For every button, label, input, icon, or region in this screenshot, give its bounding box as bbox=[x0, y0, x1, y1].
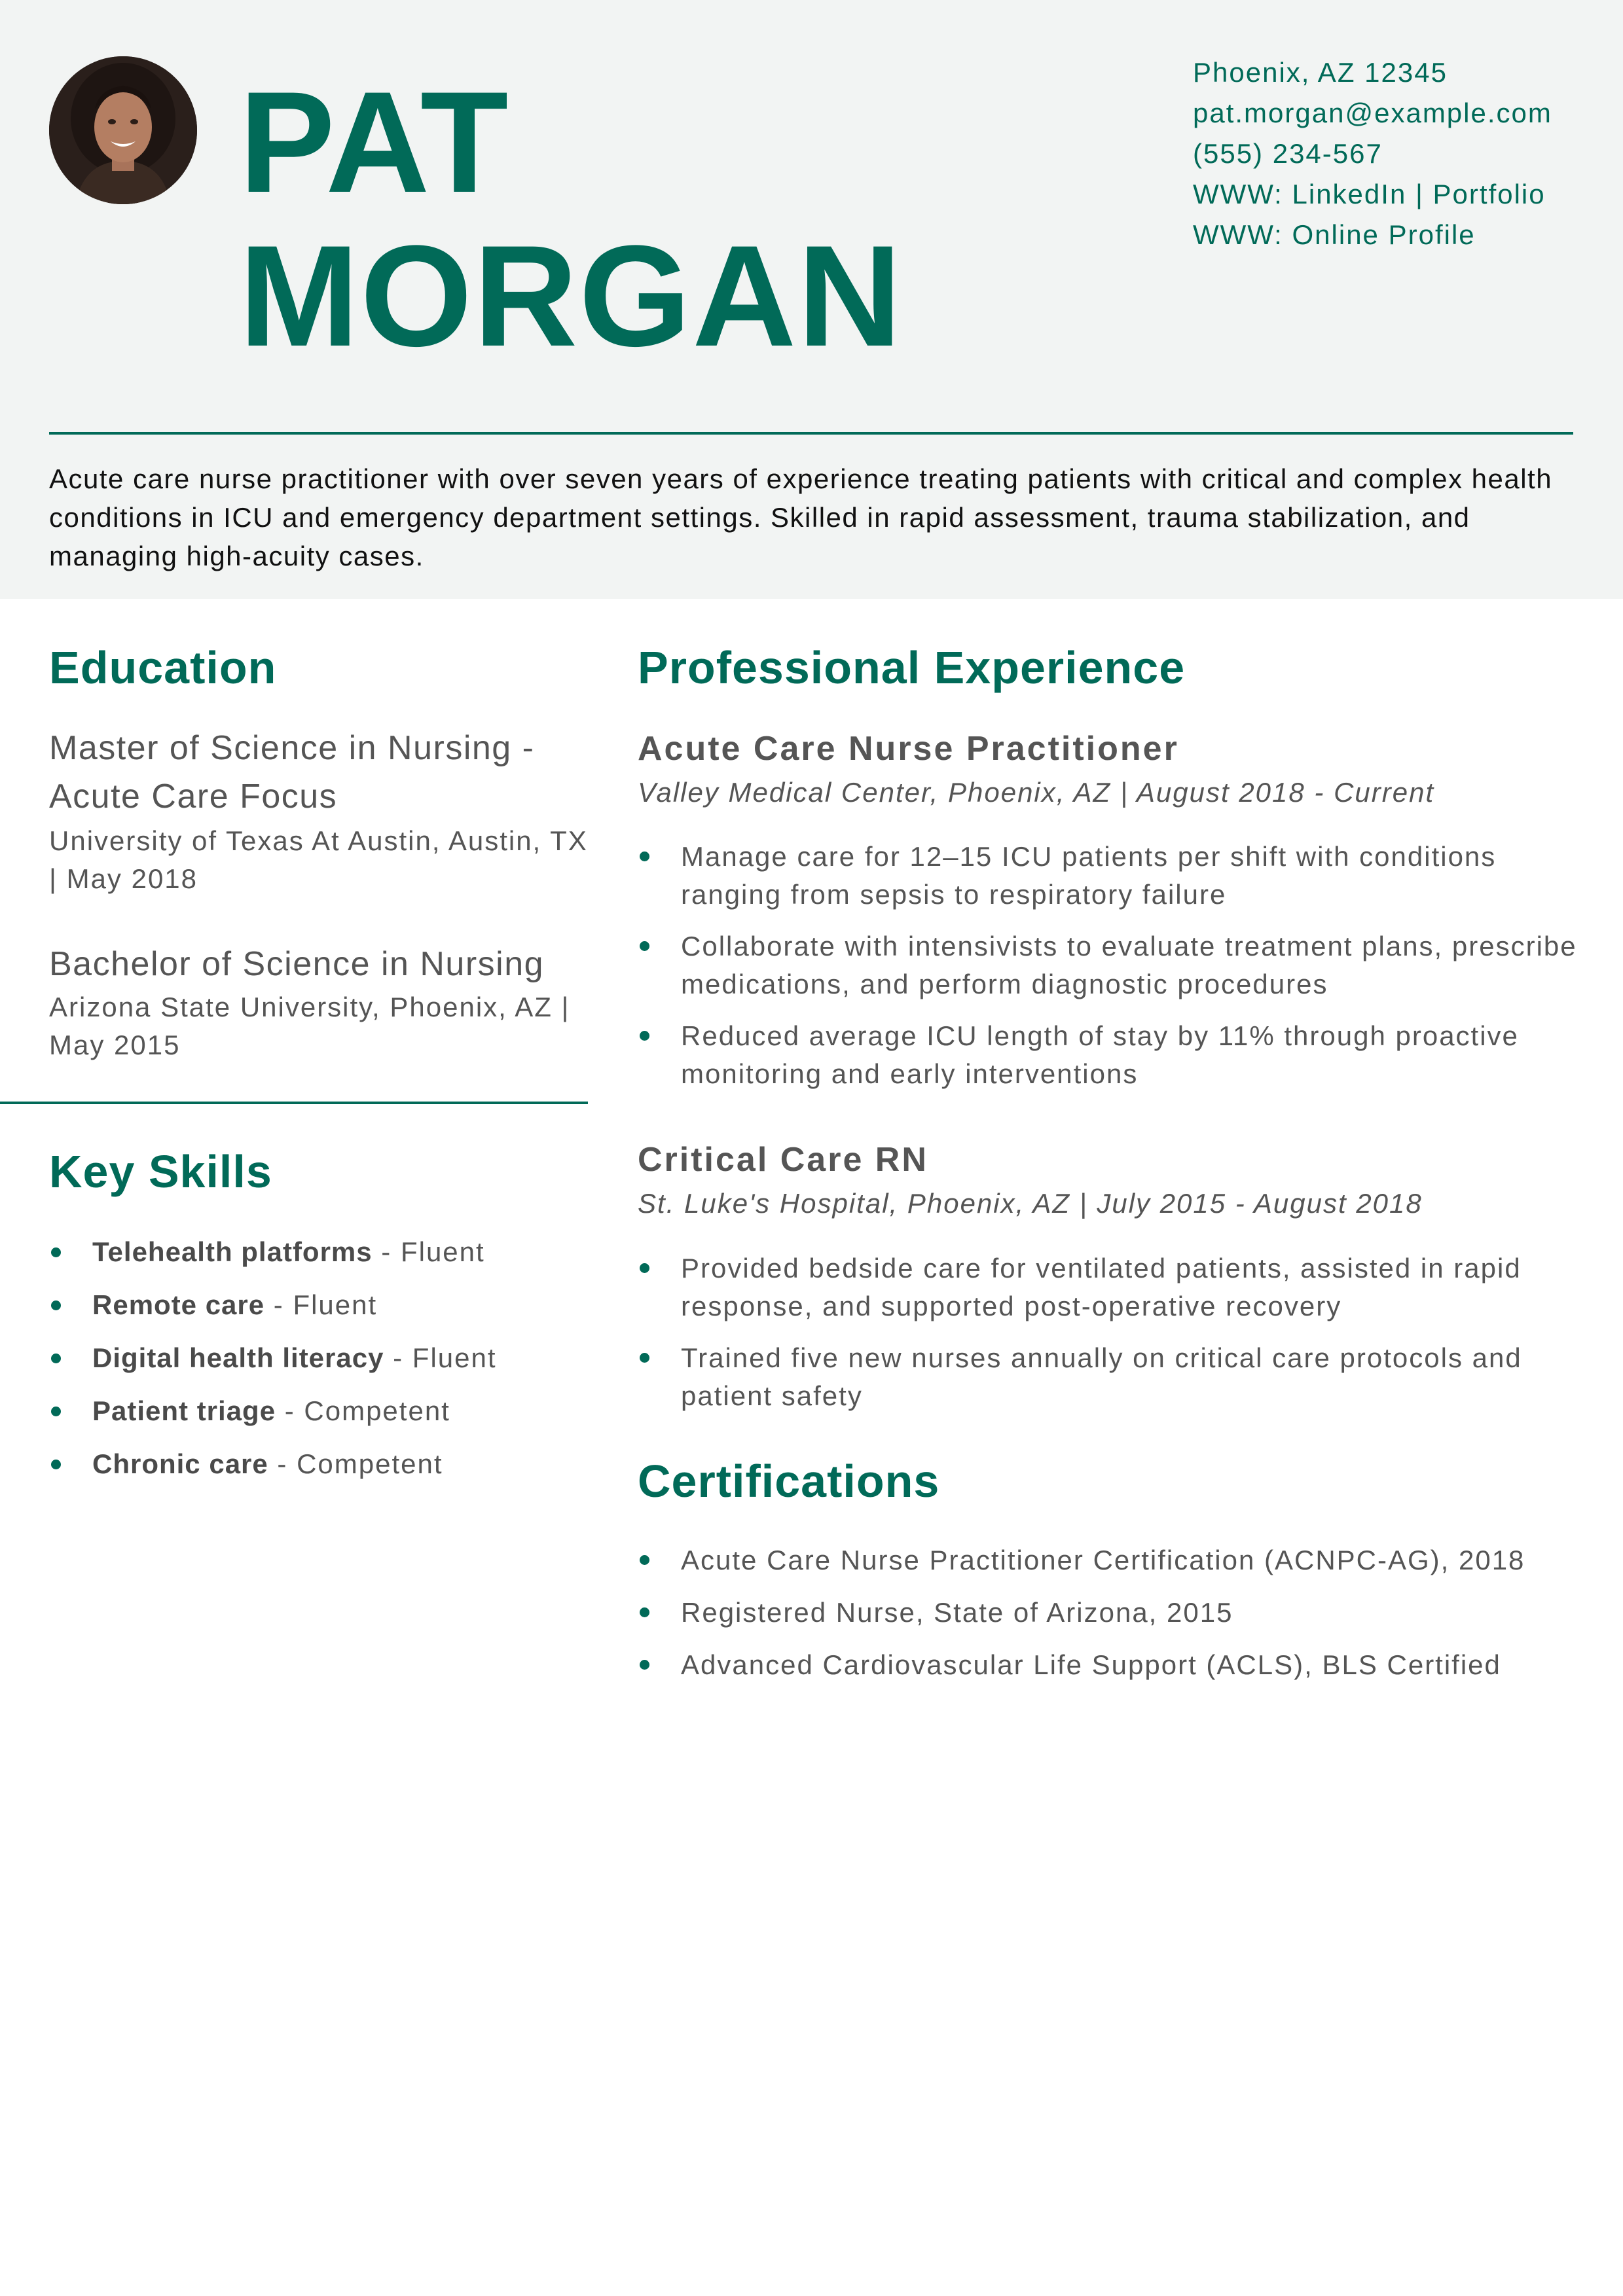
skill-name: Remote care bbox=[92, 1289, 265, 1320]
contact-links[interactable]: WWW: LinkedIn | Portfolio bbox=[1193, 179, 1546, 209]
job-employer-dates: Valley Medical Center, Phoenix, AZ | August 2018 - Current bbox=[638, 777, 1435, 808]
list-item: Provided bedside care for ventilated patients, assisted in rapid response, and supported post-operative recovery bbox=[681, 1249, 1584, 1325]
list-item: Registered Nurse, State of Arizona, 2015 bbox=[681, 1587, 1584, 1639]
education-school: University of Texas At Austin, Austin, TX | May 2018 bbox=[49, 825, 588, 894]
list-item: Reduced average ICU length of stay by 11% through proactive monitoring and early interventions bbox=[681, 1017, 1584, 1093]
list-item: Acute Care Nurse Practitioner Certification (ACNPC-AG), 2018 bbox=[681, 1534, 1584, 1587]
last-name: MORGAN bbox=[239, 215, 903, 376]
experience-heading: Professional Experience bbox=[638, 642, 1186, 693]
skills-list bbox=[92, 1225, 590, 1490]
certifications-list bbox=[681, 1534, 1584, 1691]
candidate-name bbox=[239, 62, 903, 376]
education-degree: Master of Science in Nursing - Acute Care Focus bbox=[49, 729, 535, 816]
skill-level: - Fluent bbox=[372, 1236, 485, 1267]
list-item bbox=[92, 1278, 590, 1331]
education-school: Arizona State University, Phoenix, AZ | May 2015 bbox=[49, 992, 570, 1060]
education-heading: Education bbox=[49, 642, 277, 693]
list-item: Collaborate with intensivists to evaluate treatment plans, prescribe medications, and perform diagnostic procedures bbox=[681, 927, 1584, 1003]
skill-name: Digital health literacy bbox=[92, 1342, 384, 1373]
job-title: Critical Care RN bbox=[638, 1141, 928, 1179]
first-name: PAT bbox=[239, 62, 510, 223]
list-item: Trained five new nurses annually on critical care protocols and patient safety bbox=[681, 1339, 1584, 1415]
certifications-heading: Certifications bbox=[638, 1456, 940, 1507]
skill-level: - Competent bbox=[268, 1448, 443, 1479]
job-employer-dates: St. Luke's Hospital, Phoenix, AZ | July 2015 - August 2018 bbox=[638, 1188, 1423, 1219]
contact-phone: (555) 234-567 bbox=[1193, 138, 1383, 169]
job-bullets bbox=[681, 838, 1584, 1107]
contact-block bbox=[1193, 52, 1612, 255]
skill-name: Chronic care bbox=[92, 1448, 268, 1479]
portrait-illustration bbox=[49, 56, 197, 204]
list-item: Manage care for 12–15 ICU patients per shift with conditions ranging from sepsis to respiratory failure bbox=[681, 838, 1584, 914]
skill-level: - Fluent bbox=[264, 1289, 378, 1320]
list-item: Advanced Cardiovascular Life Support (ACLS), BLS Certified bbox=[681, 1639, 1584, 1691]
professional-summary: Acute care nurse practitioner with over seven years of experience treating patients with critical and complex health conditions in ICU and emergency department settings. Skilled in rapid assessment, trauma stabilization, and managing high-acuity cases. bbox=[49, 463, 1553, 571]
contact-online-profile[interactable]: WWW: Online Profile bbox=[1193, 219, 1476, 250]
header-divider bbox=[49, 432, 1573, 435]
list-item bbox=[92, 1331, 590, 1384]
list-item bbox=[92, 1384, 590, 1437]
contact-email[interactable]: pat.morgan@example.com bbox=[1193, 98, 1552, 128]
skill-level: - Competent bbox=[276, 1395, 450, 1426]
job-title: Acute Care Nurse Practitioner bbox=[638, 730, 1179, 768]
skills-heading: Key Skills bbox=[49, 1146, 272, 1197]
job-bullets bbox=[681, 1249, 1584, 1429]
skill-name: Telehealth platforms bbox=[92, 1236, 373, 1267]
skill-name: Patient triage bbox=[92, 1395, 276, 1426]
profile-photo bbox=[49, 56, 197, 204]
skill-level: - Fluent bbox=[384, 1342, 497, 1373]
contact-location: Phoenix, AZ 12345 bbox=[1193, 57, 1448, 88]
section-divider bbox=[0, 1102, 588, 1104]
list-item bbox=[92, 1437, 590, 1490]
list-item bbox=[92, 1225, 590, 1278]
education-degree: Bachelor of Science in Nursing bbox=[49, 945, 545, 983]
header-band bbox=[0, 0, 1623, 599]
